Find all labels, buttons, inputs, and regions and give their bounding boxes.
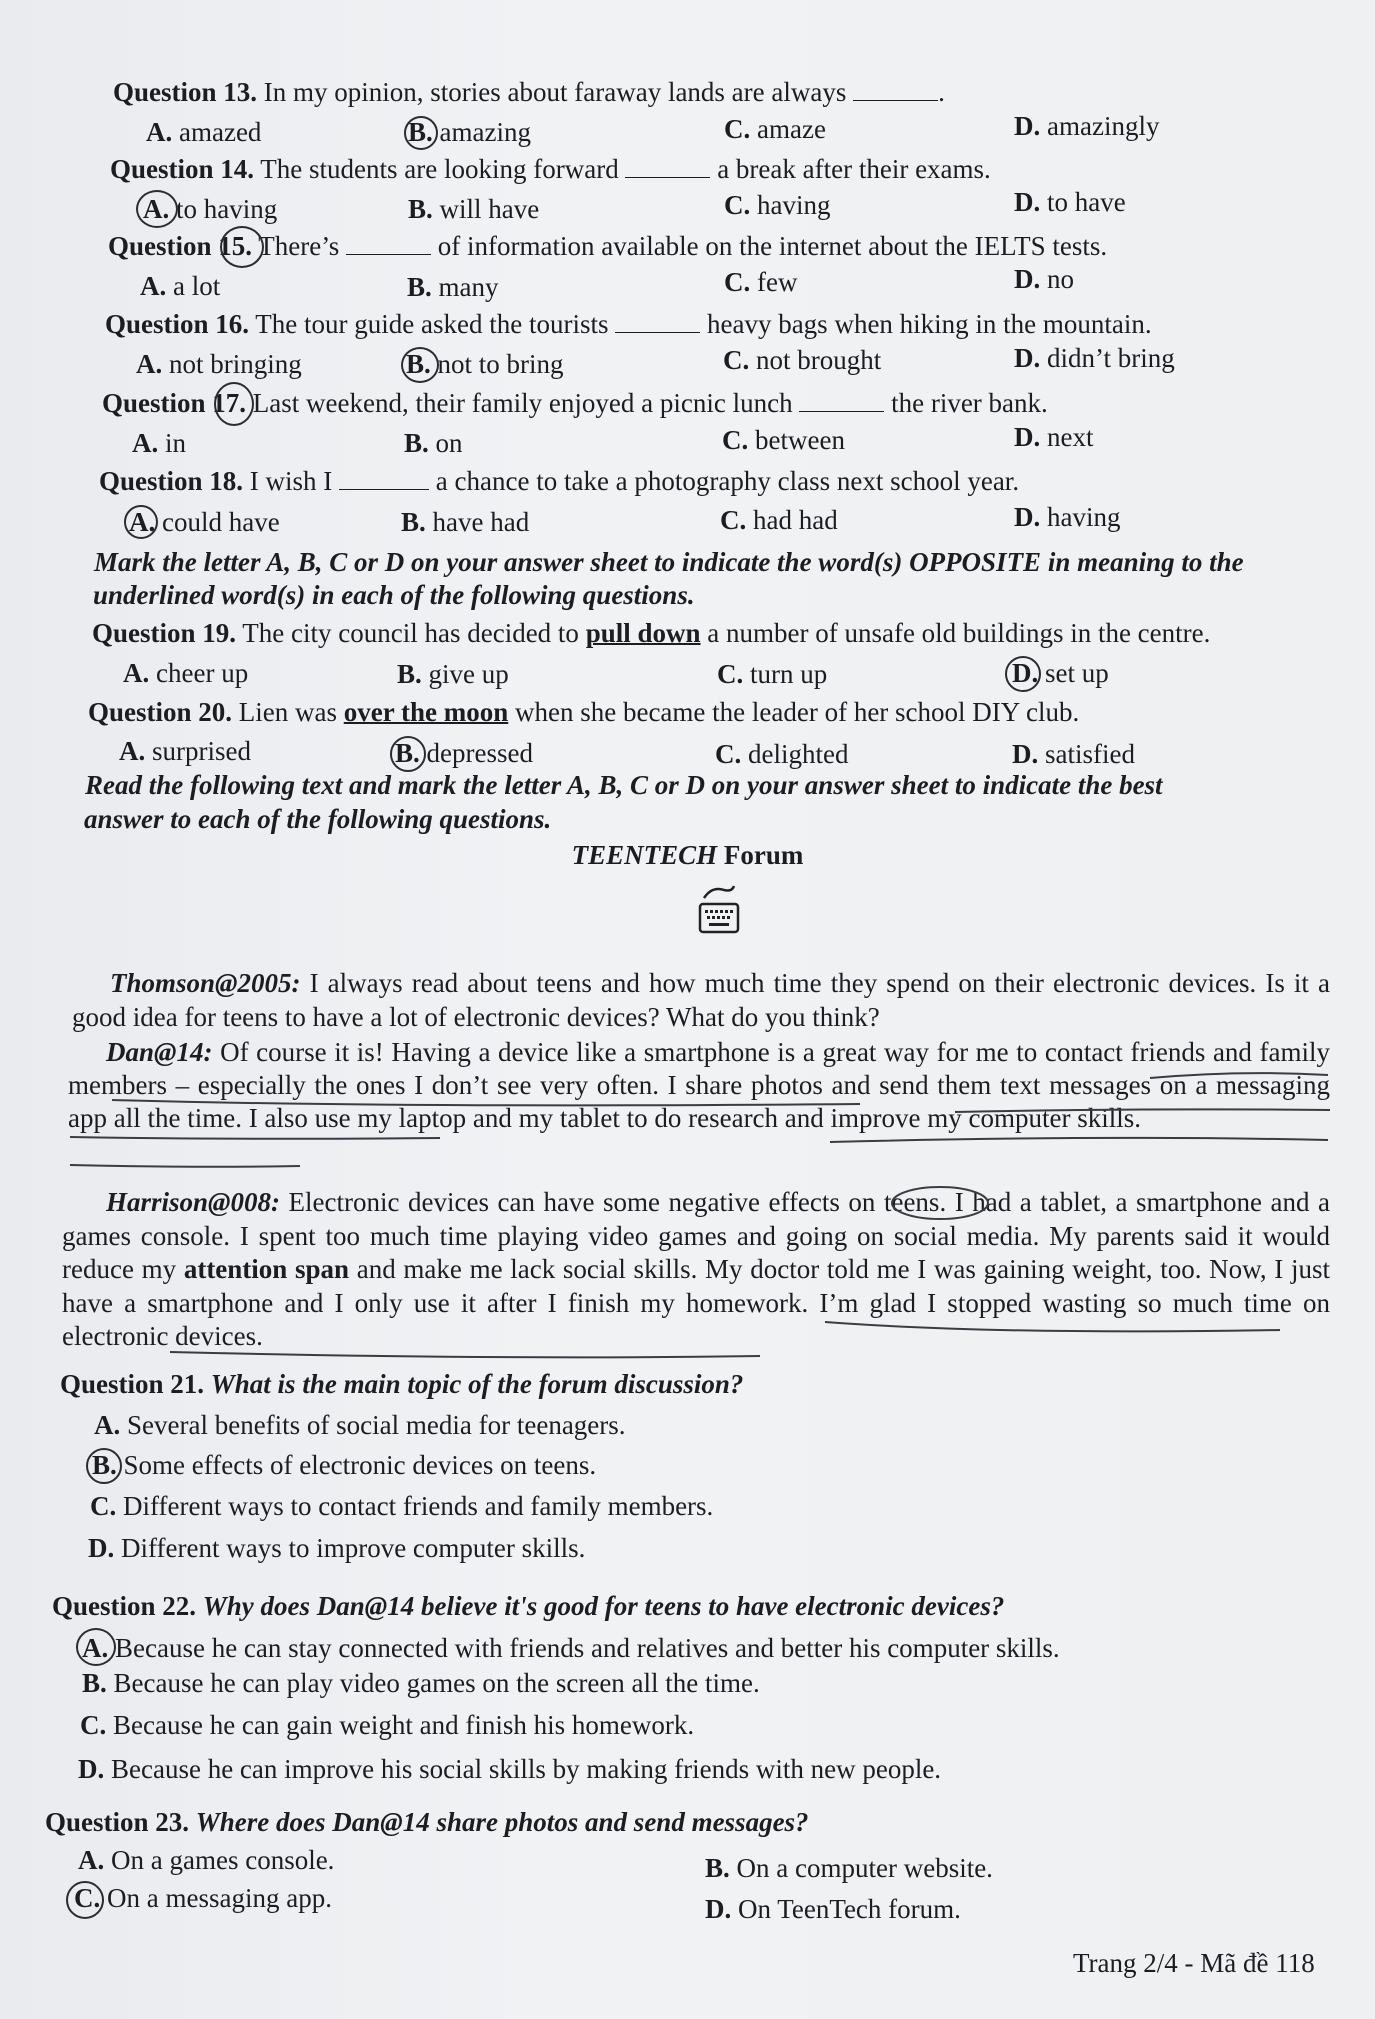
forum-post-text: Electronic devices can have some negative effects on teens. I had a tablet, a smartphone and a games console. I spent too much time playing video games and going on social media. My parents said it would reduce my bbox=[62, 1187, 1330, 1284]
question-label: Question 15. bbox=[108, 231, 253, 261]
option-letter: B. bbox=[395, 738, 420, 768]
option-text: having bbox=[1047, 502, 1121, 532]
option-letter: B. bbox=[406, 349, 431, 379]
option-text: Different ways to contact friends and family members. bbox=[123, 1491, 714, 1521]
option-text: have had bbox=[432, 507, 530, 537]
question-label: Question 21. bbox=[60, 1369, 205, 1399]
option-letter: A. bbox=[132, 428, 159, 458]
page-footer: Trang 2/4 - Mã đề 118 bbox=[1073, 1948, 1315, 1978]
option-text: turn up bbox=[750, 659, 828, 689]
option-letter: C. bbox=[724, 267, 751, 297]
option-b[interactable] bbox=[705, 1851, 993, 1885]
option-text: a lot bbox=[173, 271, 221, 301]
option-letter: D. bbox=[705, 1894, 732, 1924]
question-text: The students are looking forward bbox=[260, 154, 619, 184]
option-letter: A. bbox=[123, 658, 150, 688]
option-d[interactable] bbox=[78, 1752, 941, 1786]
option-letter: D. bbox=[1012, 739, 1039, 769]
option-letter: D. bbox=[1014, 343, 1041, 373]
option-letter: B. bbox=[407, 272, 432, 302]
question-22 bbox=[52, 1589, 1004, 1623]
option-c[interactable] bbox=[80, 1708, 694, 1742]
option-text: Because he can improve his social skills by making friends with new people. bbox=[111, 1754, 942, 1784]
question-21 bbox=[60, 1367, 743, 1401]
option-text: Because he can stay connected with friends and relatives and better his computer skills. bbox=[115, 1633, 1060, 1663]
question-text: What is the main topic of the forum discussion? bbox=[210, 1369, 744, 1399]
option-letter: C. bbox=[722, 425, 749, 455]
option-text: Because he can gain weight and finish his homework. bbox=[113, 1710, 695, 1740]
option-letter: D. bbox=[88, 1533, 115, 1563]
option-text: amazingly bbox=[1047, 111, 1160, 141]
option-letter: D. bbox=[1014, 111, 1041, 141]
underlined-phrase: pull down bbox=[585, 618, 701, 648]
option-letter: A. bbox=[143, 194, 170, 224]
option-text: between bbox=[755, 425, 845, 455]
question-text-after: when she became the leader of her school DIY club. bbox=[514, 697, 1080, 727]
answer-circle-mark bbox=[86, 1448, 122, 1484]
option-b[interactable] bbox=[92, 1448, 596, 1482]
option-letter: D. bbox=[1014, 187, 1041, 217]
option-text: few bbox=[757, 267, 798, 297]
option-letter: D. bbox=[78, 1754, 105, 1784]
question-text-after: a chance to take a photography class next school year. bbox=[435, 466, 1020, 496]
option-text: amazing bbox=[439, 117, 531, 147]
section-instruction: Read the following text and mark the letter A, B, C or D on your answer sheet to indicate the best bbox=[85, 770, 1163, 800]
forum-post-bold-phrase: attention span bbox=[183, 1254, 350, 1284]
question-label: Question 13. bbox=[113, 77, 258, 107]
option-text: many bbox=[438, 272, 499, 302]
option-letter: A. bbox=[82, 1633, 109, 1663]
answer-circle-mark bbox=[66, 1881, 104, 1919]
option-text: no bbox=[1047, 264, 1074, 294]
option-letter: B. bbox=[408, 194, 433, 224]
forum-username: Harrison@008: bbox=[106, 1187, 280, 1217]
section-instruction: Mark the letter A, B, C or D on your answer sheet to indicate the word(s) OPPOSITE in meaning to the bbox=[94, 547, 1244, 577]
option-d[interactable] bbox=[88, 1531, 585, 1565]
option-letter: A. bbox=[140, 271, 167, 301]
question-text: Where does Dan@14 share photos and send messages? bbox=[195, 1807, 809, 1837]
option-letter: C. bbox=[90, 1491, 117, 1521]
question-label: Question 16. bbox=[105, 309, 250, 339]
option-letter: C. bbox=[723, 345, 750, 375]
question-text: Why does Dan@14 believe it's good for teens to have electronic devices? bbox=[202, 1591, 1005, 1621]
option-letter: B. bbox=[82, 1668, 107, 1698]
question-label: Question 17. bbox=[102, 388, 247, 418]
option-text: On a games console. bbox=[111, 1845, 335, 1875]
question-text: In my opinion, stories about faraway lands are always bbox=[263, 77, 847, 107]
option-letter: C. bbox=[720, 505, 747, 535]
option-text: satisfied bbox=[1045, 739, 1135, 769]
section-instruction: underlined word(s) in each of the following questions. bbox=[93, 580, 695, 610]
option-letter: B. bbox=[401, 507, 426, 537]
option-letter: B. bbox=[404, 428, 429, 458]
option-text: delighted bbox=[748, 739, 849, 769]
option-letter: C. bbox=[715, 739, 742, 769]
option-text: to having bbox=[176, 194, 278, 224]
forum-title-brand: TEENTECH bbox=[571, 840, 718, 870]
question-text: The tour guide asked the tourists bbox=[255, 309, 609, 339]
option-text: amaze bbox=[757, 114, 826, 144]
option-letter: D. bbox=[1014, 422, 1041, 452]
option-letter: D. bbox=[1014, 502, 1041, 532]
option-text: not bringing bbox=[169, 349, 302, 379]
option-a[interactable] bbox=[82, 1631, 1060, 1665]
section-instruction: answer to each of the following questions. bbox=[84, 804, 552, 834]
option-text: Because he can play video games on the screen all the time. bbox=[113, 1668, 760, 1698]
forum-post-text: Of course it is! Having a device like a smartphone is a great way for me to contact friends and family members – especially the ones I don’t see very often. I share photos and send them text messages on a messaging app all the time. I also use my laptop and my tablet to do research and improve my computer skills. bbox=[68, 1037, 1330, 1133]
option-letter: D. bbox=[1014, 264, 1041, 294]
forum-username: Thomson@2005: bbox=[110, 968, 301, 998]
option-letter: A. bbox=[119, 736, 146, 766]
option-letter: C. bbox=[74, 1883, 101, 1913]
option-letter: C. bbox=[717, 659, 744, 689]
option-letter: A. bbox=[94, 1410, 121, 1440]
question-label: Question 18. bbox=[99, 466, 244, 496]
option-letter: A. bbox=[146, 117, 173, 147]
option-text: On TeenTech forum. bbox=[738, 1894, 961, 1924]
option-letter: C. bbox=[80, 1710, 107, 1740]
question-23 bbox=[45, 1805, 809, 1839]
question-label: Question 23. bbox=[45, 1807, 190, 1837]
option-text: next bbox=[1047, 422, 1094, 452]
option-d[interactable] bbox=[705, 1892, 961, 1926]
underlined-phrase: over the moon bbox=[343, 697, 509, 727]
option-c[interactable] bbox=[90, 1489, 713, 1523]
option-letter: C. bbox=[724, 190, 751, 220]
option-text: to have bbox=[1047, 187, 1126, 217]
option-text: Some effects of electronic devices on teens. bbox=[123, 1450, 597, 1480]
option-a[interactable] bbox=[78, 1843, 334, 1877]
option-letter: A. bbox=[78, 1845, 105, 1875]
option-text: Several benefits of social media for teenagers. bbox=[127, 1410, 626, 1440]
option-text: give up bbox=[428, 659, 509, 689]
option-text: On a computer website. bbox=[736, 1853, 993, 1883]
forum-post-text: and make me lack social skills. My doctor told me I was gaining weight, too. Now, I just have a smartphone and I only use it after I finish my homework. I’m glad I stopped wasting so much time on electronic devices. bbox=[62, 1254, 1330, 1351]
option-letter: B. bbox=[92, 1450, 117, 1480]
option-letter: A. bbox=[136, 349, 163, 379]
forum-post-text: I always read about teens and how much time they spend on their electronic devices. Is it a good idea for teens to have a lot of electronic devices? What do you think? bbox=[72, 968, 1330, 1032]
question-text-after: the river bank. bbox=[891, 388, 1048, 418]
option-letter: B. bbox=[397, 659, 422, 689]
option-a[interactable] bbox=[94, 1408, 626, 1442]
question-text: There’s bbox=[258, 231, 340, 261]
option-text: Different ways to improve computer skills. bbox=[121, 1533, 586, 1563]
forum-username: Dan@14: bbox=[106, 1037, 213, 1067]
question-label: Question 20. bbox=[88, 697, 233, 727]
option-text: will have bbox=[439, 194, 540, 224]
option-text: set up bbox=[1045, 658, 1109, 688]
question-text-after: . bbox=[938, 77, 945, 107]
option-letter: B. bbox=[408, 117, 433, 147]
option-text: didn’t bring bbox=[1047, 343, 1175, 373]
option-text: having bbox=[757, 190, 831, 220]
question-label: Question 19. bbox=[92, 618, 237, 648]
option-text: amazed bbox=[179, 117, 262, 147]
question-text: The city council has decided to bbox=[242, 618, 579, 648]
question-text-after: of information available on the internet about the IELTS tests. bbox=[437, 231, 1108, 261]
option-c[interactable] bbox=[74, 1881, 332, 1915]
question-text: Lien was bbox=[238, 697, 337, 727]
question-text-after: a break after their exams. bbox=[717, 154, 991, 184]
option-letter: D. bbox=[1012, 658, 1039, 688]
question-label: Question 14. bbox=[110, 154, 255, 184]
option-letter: A. bbox=[129, 507, 156, 537]
option-text: surprised bbox=[152, 736, 251, 766]
option-letter: C. bbox=[724, 114, 751, 144]
question-text-after: heavy bags when hiking in the mountain. bbox=[706, 309, 1152, 339]
option-text: cheer up bbox=[156, 658, 249, 688]
option-text: not brought bbox=[756, 345, 882, 375]
option-text: in bbox=[165, 428, 187, 458]
option-text: depressed bbox=[426, 738, 533, 768]
answer-circle-mark bbox=[76, 1628, 116, 1666]
question-text-after: a number of unsafe old buildings in the centre. bbox=[707, 618, 1211, 648]
option-letter: B. bbox=[705, 1853, 730, 1883]
option-text: could have bbox=[162, 507, 280, 537]
option-text: not to bring bbox=[437, 349, 564, 379]
question-label: Question 22. bbox=[52, 1591, 197, 1621]
question-text: Last weekend, their family enjoyed a picnic lunch bbox=[252, 388, 793, 418]
option-text: had had bbox=[753, 505, 838, 535]
option-text: on bbox=[435, 428, 463, 458]
option-text: On a messaging app. bbox=[107, 1883, 332, 1913]
forum-title-suffix: Forum bbox=[717, 840, 804, 870]
option-b[interactable] bbox=[82, 1666, 760, 1700]
question-text: I wish I bbox=[249, 466, 333, 496]
